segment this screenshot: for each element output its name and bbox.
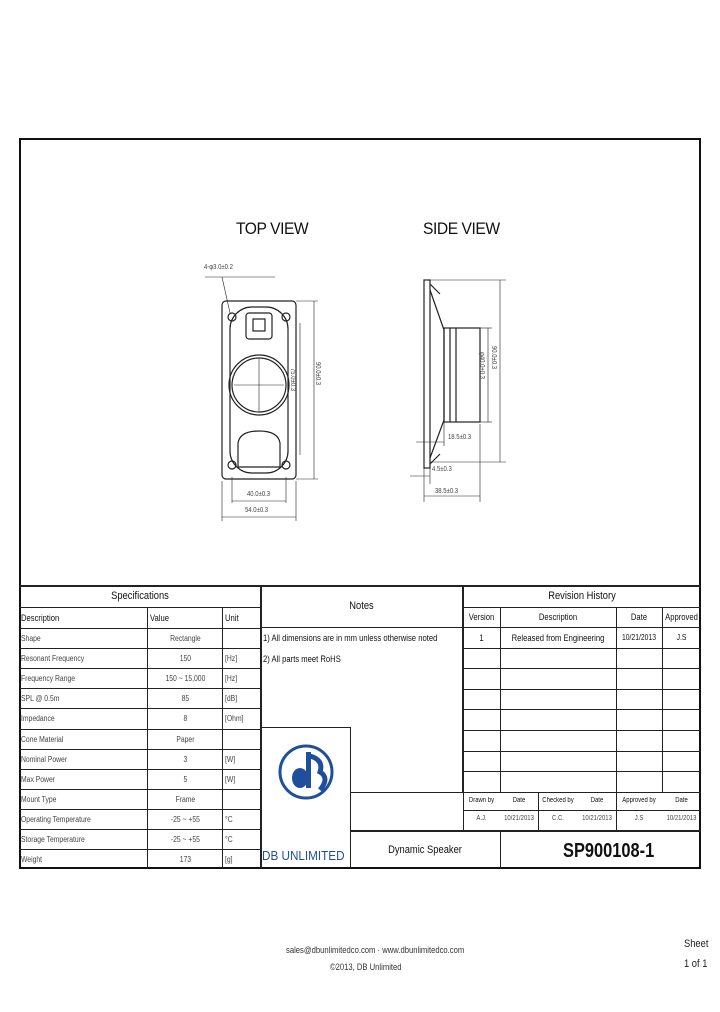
title-block-top-border bbox=[19, 585, 701, 587]
spec-unit: [Hz] bbox=[225, 654, 238, 663]
side-dim-frame-depth: 18.5±0.3 bbox=[448, 434, 472, 441]
revision-header-date: Date bbox=[630, 612, 648, 622]
side-view-title: SIDE VIEW bbox=[423, 219, 500, 238]
spec-value: 8 bbox=[183, 714, 188, 723]
footer-contact: sales@dbunlimitedco.com · www.dbunlimitedco.com bbox=[286, 945, 465, 955]
signoff-approved-by: J.S bbox=[634, 815, 644, 822]
side-dim-depth: 90.0±0.3 bbox=[490, 346, 497, 370]
revision-date: 10/21/2013 bbox=[621, 633, 657, 642]
notes-title: Notes bbox=[349, 600, 374, 612]
revision-title: Revision History bbox=[548, 590, 616, 602]
revision-header-version: Version bbox=[468, 612, 495, 622]
spec-value: Rectangle bbox=[170, 634, 201, 643]
signoff-checked-by-label: Checked by bbox=[542, 797, 574, 804]
spec-value: 150 ~ 15,000 bbox=[165, 674, 206, 683]
spec-description: Weight bbox=[21, 855, 43, 864]
spec-description: Shape bbox=[21, 634, 41, 643]
product-name: Dynamic Speaker bbox=[388, 844, 462, 856]
spec-description: Resonant Frequency bbox=[21, 654, 85, 663]
signoff-date-label: Date bbox=[590, 797, 604, 804]
spec-unit: [Ohm] bbox=[225, 714, 244, 723]
spec-unit: °C bbox=[225, 835, 233, 844]
sheet-label: Sheet bbox=[684, 938, 709, 950]
spec-value: Frame bbox=[175, 795, 196, 804]
signoff-date-label: Date bbox=[675, 797, 688, 804]
part-number: SP900108-1 bbox=[563, 840, 655, 862]
revision-header-approved: Approved bbox=[665, 612, 698, 622]
company-logo-mark bbox=[276, 732, 336, 836]
spec-value: 173 bbox=[179, 855, 192, 864]
spec-value: -25 ~ +55 bbox=[170, 815, 200, 824]
top-dim-width-outer: 54.0±0.3 bbox=[245, 507, 269, 514]
spec-value: -25 ~ +55 bbox=[170, 835, 200, 844]
signoff-approved-date: 10/21/2013 bbox=[666, 815, 697, 822]
company-logo-text: DB UNLIMITED bbox=[262, 848, 345, 863]
side-dim-flange: 4.5±0.3 bbox=[432, 466, 452, 473]
signoff-checked-date: 10/21/2013 bbox=[582, 815, 612, 822]
spec-description: Mount Type bbox=[21, 795, 57, 804]
signoff-checked-by: C.C. bbox=[552, 815, 564, 822]
spec-value: Paper bbox=[176, 735, 195, 744]
side-flange-outline bbox=[424, 280, 430, 468]
revision-description: Released from Engineering bbox=[511, 633, 605, 643]
drawing-frame bbox=[19, 138, 701, 869]
sheet-value: 1 of 1 bbox=[684, 958, 708, 970]
signoff-drawn-by-label: Drawn by bbox=[468, 797, 495, 804]
spec-description: Storage Temperature bbox=[21, 835, 85, 844]
spec-unit: [dB] bbox=[225, 694, 238, 703]
side-dim-magnet: φ40.0±0.3 bbox=[478, 352, 485, 379]
spec-unit: °C bbox=[225, 815, 233, 824]
spec-value: 85 bbox=[181, 694, 190, 703]
spec-unit: [W] bbox=[225, 755, 236, 764]
revision-approved: J.S bbox=[676, 633, 687, 642]
side-view-drawing bbox=[400, 270, 520, 510]
footer-copyright: ©2013, DB Unlimited bbox=[330, 962, 402, 972]
spec-value: 150 bbox=[179, 654, 192, 663]
top-view-title: TOP VIEW bbox=[236, 219, 309, 238]
spec-description: Frequency Range bbox=[21, 674, 76, 683]
specs-header-unit: Unit bbox=[225, 613, 239, 623]
spec-description: SPL @ 0.5m bbox=[21, 694, 60, 703]
spec-description: Impedance bbox=[21, 714, 55, 723]
note-item: 2) All parts meet RoHS bbox=[263, 654, 341, 664]
top-dim-height-inner: 75.0±0.3 bbox=[289, 368, 296, 392]
signoff-date-label: Date bbox=[512, 797, 526, 804]
side-magnet-outline bbox=[444, 328, 480, 422]
signoff-drawn-date: 10/21/2013 bbox=[504, 815, 534, 822]
spec-description: Max Power bbox=[21, 775, 56, 784]
revision-version: 1 bbox=[479, 633, 484, 643]
top-dim-width-inner: 40.0±0.3 bbox=[247, 491, 271, 498]
specs-header-description: Description bbox=[21, 613, 60, 623]
signoff-drawn-by: A.J. bbox=[476, 815, 487, 822]
top-dim-hole: 4-φ3.0±0.2 bbox=[204, 264, 233, 271]
top-dim-height-outer: 90.0±0.3 bbox=[314, 362, 321, 386]
spec-value: 5 bbox=[183, 775, 188, 784]
spec-description: Operating Temperature bbox=[21, 815, 91, 824]
spec-unit: [W] bbox=[225, 775, 236, 784]
spec-unit: [Hz] bbox=[225, 674, 238, 683]
note-item: 1) All dimensions are in mm unless otherwise noted bbox=[263, 633, 438, 643]
spec-description: Nominal Power bbox=[21, 755, 68, 764]
signoff-approved-by-label: Approved by bbox=[622, 797, 656, 804]
spec-value: 3 bbox=[183, 755, 188, 764]
spec-description: Cone Material bbox=[21, 735, 64, 744]
spec-unit: [g] bbox=[225, 855, 233, 864]
revision-header-description: Description bbox=[538, 612, 578, 622]
specs-header-value: Value bbox=[150, 613, 170, 623]
specs-title: Specifications bbox=[111, 590, 169, 602]
side-dim-overall: 38.5±0.3 bbox=[435, 488, 459, 495]
top-view-drawing bbox=[200, 255, 330, 525]
